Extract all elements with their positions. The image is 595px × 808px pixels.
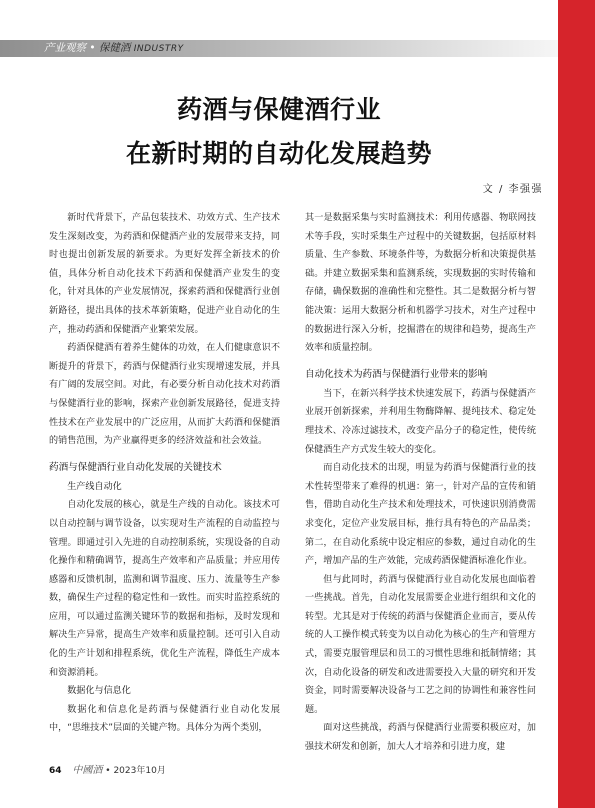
section-heading: 药酒与保健酒行业自动化发展的关键技术 xyxy=(49,461,222,473)
header-separator: • xyxy=(89,42,96,54)
subsection-heading: 生产线自动化 xyxy=(67,481,122,492)
magazine-logo: 中國酒 xyxy=(72,765,103,776)
paragraph: 而自动化技术的出现，明显为药酒与保健酒行业的技术性转型带来了难得的机遇：第一，针对产品的宣传和销售，借助自动化生产技术和处理技术，可快速识别消费需求变化，定位产业发展目标，推行具有特色的产品品类；第二，在自动化系统中设定相应的参数，通过自动化的生产，增加产品的生产效能，完成药酒保健酒标准化作业。 xyxy=(305,463,536,567)
left-column xyxy=(49,209,280,738)
page-edge-red-bar xyxy=(558,0,595,808)
author-byline: 文 / 李强强 xyxy=(482,184,543,195)
article-title xyxy=(40,88,518,176)
header-section: 产业观察 xyxy=(44,42,86,54)
paragraph: 自动化发展的核心，就是生产线的自动化。该技术可以自动控制与调节设备，以实现对生产流程的自动监控与管理。即通过引入先进的自动控制系统，实现设备的自动化操作和精确调节，提高生产效率和产品质量；并应用传感器和反馈机制，监测和调节温度、压力、流量等生产参数，确保生产过程的稳定性和一致性。而实时监控系统的应用，可以通过监测关键环节的数据和指标，及时发现和解决生产异常，提高生产效率和质量控制。还可引入自动化的生产计划和排程系统，优化生产流程，降低生产成本和资源消耗。 xyxy=(49,500,280,678)
issue-date: • 2023年10月 xyxy=(105,766,166,776)
paragraph: 面对这些挑战，药酒与保健酒行业需要积极应对，加强技术研发和创新，加大人才培养和引进力度，建 xyxy=(305,723,536,753)
paragraph: 新时代背景下，产品包装技术、功效方式、生产技术发生深刻改变，为药酒和保健酒产业的发展带来支持，同时也提出创新发展的新要求。为更好发挥全新技术的价值，具体分析自动化技术下药酒和保健酒产业发生的变化，针对具体的产业发展情况，探索药酒和保健酒行业创新路径，提出具体的技术革新策略，促进产业自动化的生产，推动药酒和保健酒产业繁荣发展。 xyxy=(49,213,280,335)
paragraph: 数据化和信息化是药酒与保健酒行业自动化发展中，“思维技术”层面的关键产物。具体分为两个类别， xyxy=(49,704,280,734)
paragraph: 药酒保健酒有着养生健体的功效，在人们健康意识不断提升的背景下，药酒与保健酒行业实现增速发展，并具有广阔的发展空间。对此，有必要分析自动化技术对药酒与保健酒行业的影响，探索产业创新发展路径，促进支持性技术在产业发展中的广泛应用，从而扩大药酒和保健酒的销售范围，为产业赢得更多的经济效益和社会效益。 xyxy=(49,343,280,447)
right-column xyxy=(305,209,536,757)
page-number: 64 xyxy=(49,766,62,776)
paragraph: 当下，在新兴科学技术快速发展下，药酒与保健酒产业展开创新探索，并利用生物酶降解、提纯技术、稳定处理技术、冷冻过滤技术，改变产品分子的稳定性，使传统保健酒生产方式发生较大的变化。 xyxy=(305,388,536,455)
section-header xyxy=(44,40,184,57)
header-subsection: 保健酒 xyxy=(98,42,131,54)
subsection-heading: 数据化与信息化 xyxy=(67,686,131,697)
section-heading: 自动化技术为药酒与保健酒行业带来的影响 xyxy=(305,368,488,380)
title-line-1: 药酒与保健酒行业 xyxy=(176,95,381,124)
header-subsection-en: INDUSTRY xyxy=(133,44,184,54)
title-line-2: 在新时期的自动化发展趋势 xyxy=(125,139,432,168)
paragraph: 但与此同时，药酒与保健酒行业自动化发展也面临着一些挑战。首先，自动化发展需要企业进行组织和文化的转型。尤其是对于传统的药酒与保健酒企业而言，要从传统的人工操作模式转变为以自动化为核心的生产和管理方式，需要克服管理层和员工的习惯性思维和抵制情绪；其次，自动化设备的研发和改进需要投入大量的研究和开发资金，同时需要解决设备与工艺之间的协调性和兼容性问题。 xyxy=(305,574,536,715)
paragraph: 其一是数据采集与实时监测技术：利用传感器、物联网技术等手段，实时采集生产过程中的关键数据，包括原材料质量、生产参数、环境条件等，为数据分析和决策提供基础。并建立数据采集和监测系统，实现数据的实时传输和存储，确保数据的准确性和完整性。其二是数据分析与智能决策：运用大数据分析和机器学习技术，对生产过程中的数据进行深入分析，挖掘潜在的规律和趋势，提高生产效率和质量控制。 xyxy=(305,213,536,354)
page-footer xyxy=(49,761,166,776)
